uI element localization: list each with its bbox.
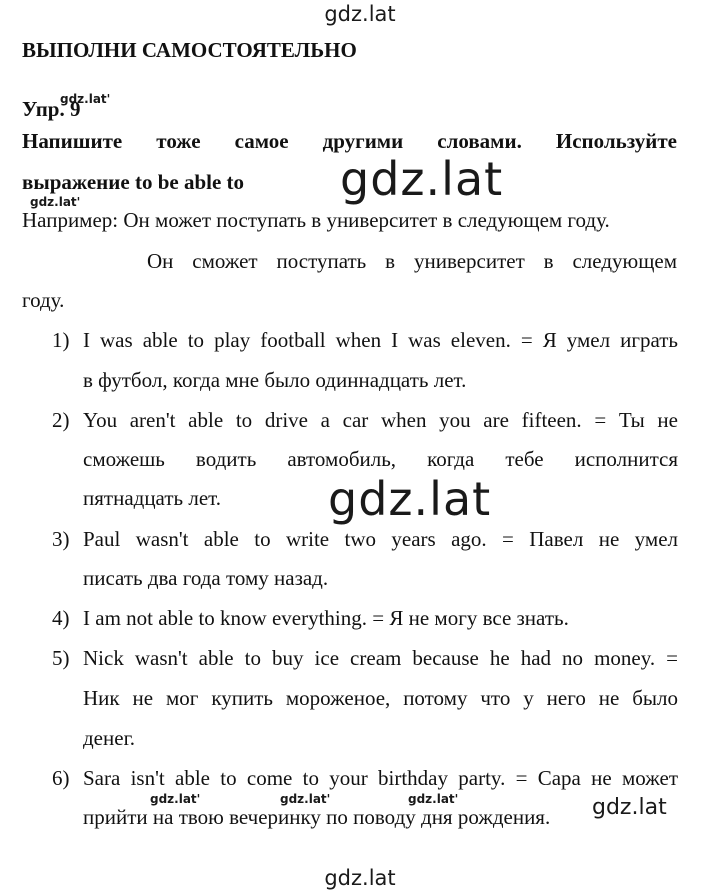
task-line-1: Напишите тоже самое другими словами. Используйте <box>22 129 677 153</box>
watermark-large: gdz.lat <box>328 472 492 526</box>
exercise-number: Упр. 9 <box>22 97 81 121</box>
item-2-line-1: You aren't able to drive a car when you are fifteen. = Ты не <box>83 408 678 432</box>
item-4-line-1: I am not able to know everything. = Я не могу все знать. <box>83 606 569 630</box>
item-number: 2) <box>52 408 70 432</box>
item-number: 3) <box>52 527 70 551</box>
item-3-line-1: Paul wasn't able to write two years ago. = Павел не умел <box>83 527 678 551</box>
example-line-2: Он сможет поступать в университет в следующем <box>147 249 677 273</box>
example-line-1: Например: Он может поступать в университет в следующем году. <box>22 208 610 232</box>
item-number: 4) <box>52 606 70 630</box>
watermark-small: gdz.lat' <box>60 92 111 106</box>
item-6-line-2: прийти на твою вечеринку по поводу дня рождения. <box>83 805 551 829</box>
item-number: 5) <box>52 646 70 670</box>
section-heading: ВЫПОЛНИ САМОСТОЯТЕЛЬНО <box>22 38 357 62</box>
item-5-line-1: Nick wasn't able to buy ice cream because he had no money. = <box>83 646 678 670</box>
watermark-right: gdz.lat <box>592 795 667 820</box>
item-3-line-2: писать два года тому назад. <box>83 566 329 590</box>
task-line-2: выражение to be able to <box>22 170 245 194</box>
watermark-small: gdz.lat' <box>280 792 331 806</box>
watermark-small: gdz.lat' <box>150 792 201 806</box>
item-number: 6) <box>52 766 70 790</box>
item-number: 1) <box>52 328 70 352</box>
watermark-large: gdz.lat <box>340 152 504 206</box>
item-6-line-1: Sara isn't able to come to your birthday party. = Сара не может <box>83 766 678 790</box>
watermark-small: gdz.lat' <box>408 792 459 806</box>
item-1-line-1: I was able to play football when I was eleven. = Я умел играть <box>83 328 678 352</box>
watermark-small: gdz.lat' <box>30 195 81 209</box>
example-line-3: году. <box>22 288 65 312</box>
item-1-line-2: в футбол, когда мне было одиннадцать лет. <box>83 368 467 392</box>
watermark-bottom: gdz.lat <box>324 866 396 890</box>
item-5-line-3: денег. <box>83 726 136 750</box>
item-2-line-3: пятнадцать лет. <box>83 486 221 510</box>
item-2-line-2: сможешь водить автомобиль, когда тебе исполнится <box>83 447 678 471</box>
item-5-line-2: Ник не мог купить мороженое, потому что у него не было <box>83 686 678 710</box>
watermark-top: gdz.lat <box>324 2 396 26</box>
